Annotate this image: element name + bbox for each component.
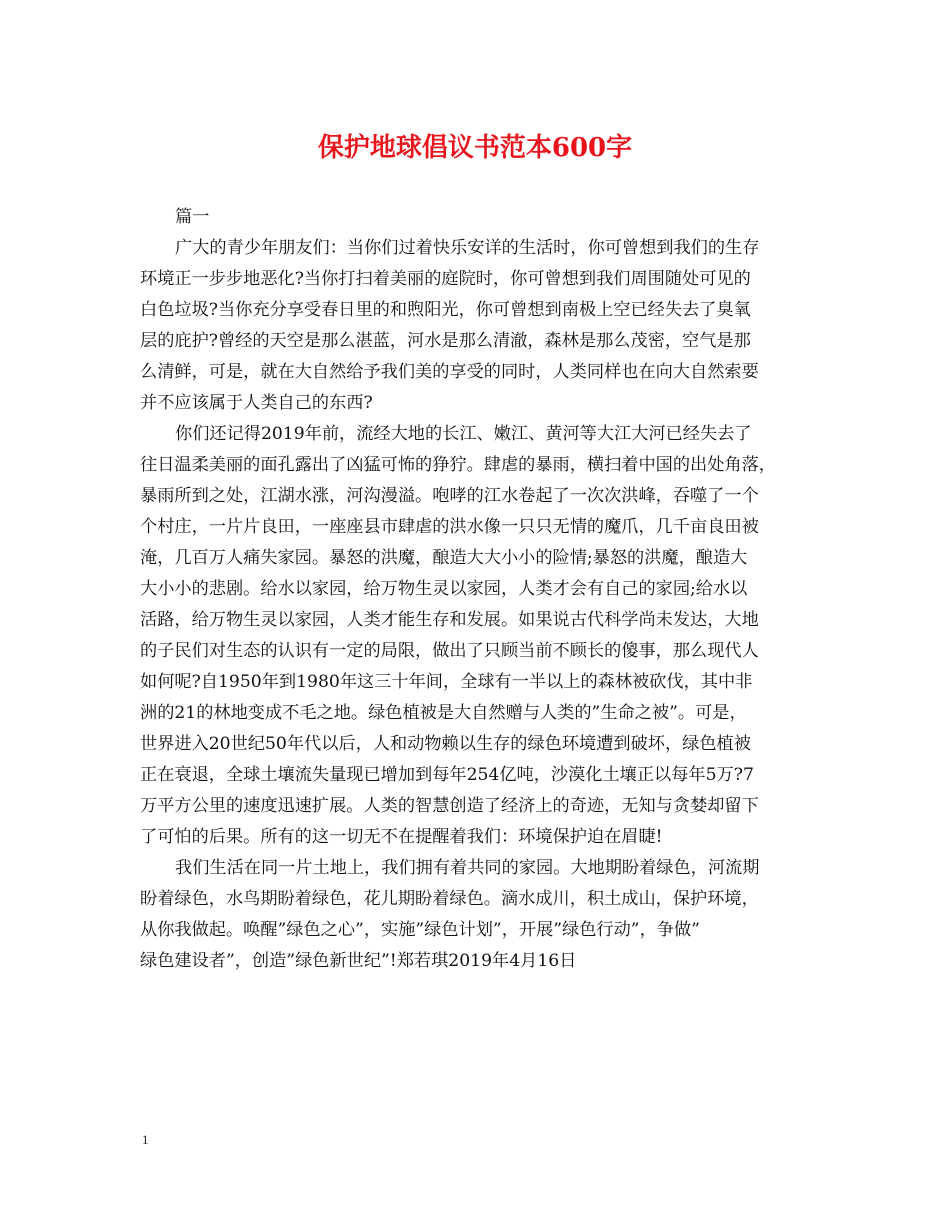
paragraph-line: 暴雨所到之处，江湖水涨，河沟漫溢。咆哮的江水卷起了一次次洪峰，吞噬了一个 (140, 486, 759, 506)
paragraph-line: 了可怕的后果。所有的这一切无不在提醒着我们：环境保护迫在眉睫! (140, 827, 663, 847)
paragraph-line: 并不应该属于人类自己的东西? (140, 393, 373, 413)
paragraph-line: 绿色建设者”，创造”绿色新世纪”!郑若琪2019年4月16日 (140, 951, 577, 971)
page-number: 1 (142, 1132, 149, 1147)
paragraph-line: 世界进入20世纪50年代以后，人和动物赖以生存的绿色环境遭到破坏，绿色植被 (140, 734, 751, 754)
document-title: 保护地球倡议书范本600字 (317, 133, 633, 163)
paragraph-line: 你们还记得2019年前，流经大地的长江、嫩江、黄河等大江大河已经失去了 (175, 424, 752, 444)
paragraph-line: 往日温柔美丽的面孔露出了凶猛可怖的狰狞。肆虐的暴雨，横扫着中国的出处角落， (140, 455, 776, 475)
paragraph-line: 万平方公里的速度迅速扩展。人类的智慧创造了经济上的奇迹，无知与贪婪却留下 (140, 796, 759, 816)
paragraph-line: 么清鲜，可是，就在大自然给予我们美的享受的同时，人类同样也在向大自然索要 (140, 362, 759, 382)
paragraph-line: 层的庇护?曾经的天空是那么湛蓝，河水是那么清澈，森林是那么茂密，空气是那 (140, 331, 751, 351)
paragraph-line: 如何呢?自1950年到1980年这三十年间，全球有一半以上的森林被砍伐，其中非 (140, 672, 753, 692)
paragraph-line: 正在衰退，全球土壤流失量现已增加到每年254亿吨，沙漠化土壤正以每年5万?7 (140, 765, 754, 785)
paragraph-line: 从你我做起。唤醒”绿色之心”，实施”绿色计划”，开展”绿色行动”，争做” (140, 920, 700, 940)
paragraph-line: 的子民们对生态的认识有一定的局限，做出了只顾当前不顾长的傻事，那么现代人 (140, 641, 759, 661)
paragraph-line: 活路，给万物生灵以家园，人类才能生存和发展。如果说古代科学尚未发达，大地 (140, 610, 759, 630)
paragraph-line: 我们生活在同一片土地上，我们拥有着共同的家园。大地期盼着绿色，河流期 (175, 858, 760, 878)
paragraph-line: 广大的青少年朋友们：当你们过着快乐安详的生活时，你可曾想到我们的生存 (175, 238, 760, 258)
paragraph-line: 个村庄，一片片良田，一座座县市肆虐的洪水像一只只无情的魔爪，几千亩良田被 (140, 517, 759, 537)
paragraph-line: 大小小的悲剧。给水以家园，给万物生灵以家园，人类才会有自己的家园;给水以 (140, 579, 748, 599)
paragraph-line: 盼着绿色，水鸟期盼着绿色，花儿期盼着绿色。滴水成川，积土成山，保护环境， (140, 889, 759, 909)
document-body (140, 202, 824, 977)
paragraph-line: 白色垃圾?当你充分享受春日里的和煦阳光，你可曾想到南极上空已经失去了臭氧 (140, 300, 751, 320)
paragraph-line: 环境正一步步地恶化?当你打扫着美丽的庭院时，你可曾想到我们周围随处可见的 (140, 269, 751, 289)
section-label: 篇一 (175, 207, 210, 227)
paragraph-line: 淹，几百万人痛失家园。暴怒的洪魔，酿造大大小小的险情;暴怒的洪魔，酿造大 (140, 548, 748, 568)
paragraph-line: 洲的21的林地变成不毛之地。绿色植被是大自然赠与人类的”生命之被”。可是， (140, 703, 747, 723)
